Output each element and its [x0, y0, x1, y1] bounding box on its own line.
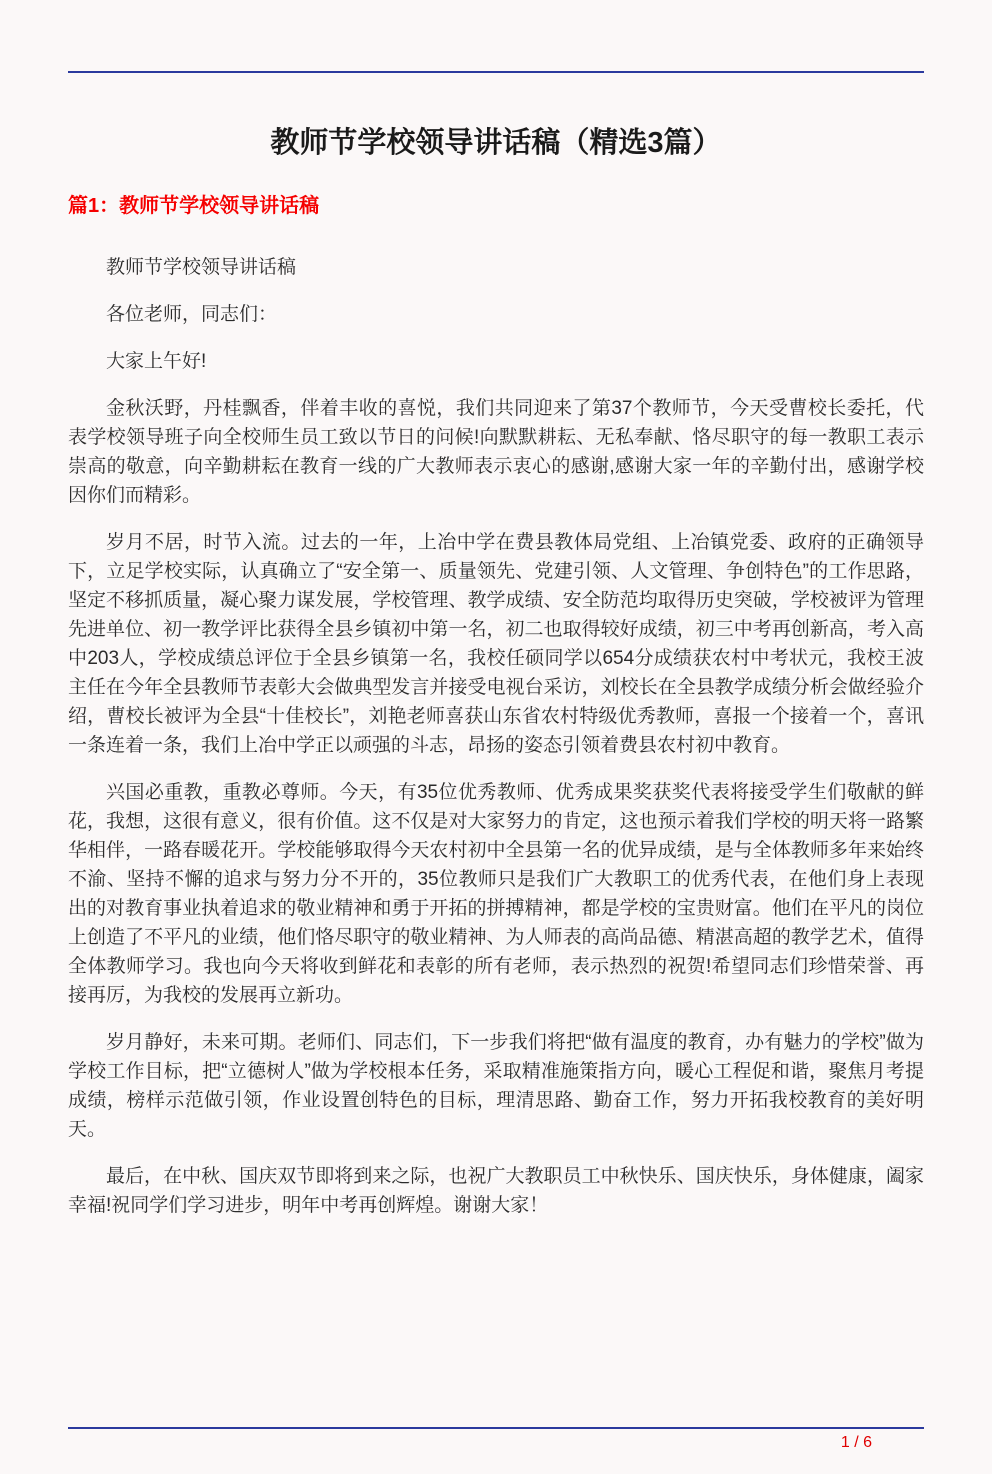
- document-title: 教师节学校领导讲话稿（精选3篇）: [270, 127, 722, 159]
- paragraph-body-4: 岁月静好，未来可期。老师们、同志们，下一步我们将把“做有温度的教育，办有魅力的学校”做为学校工作目标，把“立德树人”做为学校根本任务，采取精准施策指方向，暖心工程促和谐，聚焦月考提成绩，榜样示范做引领，作业设置创特色的目标，理清思路、勤奋工作，努力开拓我校教育的美好明天。: [68, 1032, 924, 1140]
- document-page: [0, 71, 992, 1220]
- page-number: 1 / 6: [840, 1434, 872, 1451]
- footer-rule: [68, 1427, 924, 1429]
- paragraph-body-3: 兴国必重教，重教必尊师。今天，有35位优秀教师、优秀成果奖获奖代表将接受学生们敬献的鲜花，我想，这很有意义，很有价值。这不仅是对大家努力的肯定，这也预示着我们学校的明天将一路繁华相伴，一路春暖花开。学校能够取得今天农村初中全县第一名的优异成绩，是与全体教师多年来始终不渝、坚持不懈的追求与努力分不开的，35位教师只是我们广大教职工的优秀代表，在他们身上表现出的对教育事业执着追求的敬业精神和勇于开拓的拼搏精神，都是学校的宝贵财富。他们在平凡的岗位上创造了不平凡的业绩，他们恪尽职守的敬业精神、为人师表的高尚品德、精湛高超的教学艺术，值得全体教师学习。我也向今天将收到鲜花和表彰的所有老师，表示热烈的祝贺!希望同志们珍惜荣誉、再接再厉，为我校的发展再立新功。: [68, 782, 924, 1006]
- paragraph-speech-title: 教师节学校领导讲话稿: [106, 257, 297, 278]
- paragraph-body-1: 金秋沃野，丹桂飘香，伴着丰收的喜悦，我们共同迎来了第37个教师节，今天受曹校长委托，代表学校领导班子向全校师生员工致以节日的问候!向默默耕耘、无私奉献、恪尽职守的每一教职工表示崇高的敬意，向辛勤耕耘在教育一线的广大教师表示衷心的感谢,感谢大家一年的辛勤付出，感谢学校因你们而精彩。: [68, 398, 924, 506]
- section-heading: 篇1：教师节学校领导讲话稿: [68, 195, 320, 217]
- paragraph-greeting: 大家上午好!: [106, 351, 207, 372]
- paragraph-salutation: 各位老师，同志们：: [106, 304, 278, 325]
- page-footer: [68, 1427, 924, 1474]
- header-rule: [68, 71, 924, 73]
- paragraph-closing: 最后，在中秋、国庆双节即将到来之际，也祝广大教职员工中秋快乐、国庆快乐，身体健康，阖家幸福!祝同学们学习进步，明年中考再创辉煌。谢谢大家！: [68, 1166, 924, 1216]
- paragraph-body-2: 岁月不居，时节入流。过去的一年，上冶中学在费县教体局党组、上冶镇党委、政府的正确领导下，立足学校实际，认真确立了“安全第一、质量领先、党建引领、人文管理、争创特色”的工作思路，坚定不移抓质量，凝心聚力谋发展，学校管理、教学成绩、安全防范均取得历史突破，学校被评为管理先进单位、初一教学评比获得全县乡镇初中第一名，初二也取得较好成绩，初三中考再创新高，考入高中203人，学校成绩总评位于全县乡镇第一名，我校任硕同学以654分成绩获农村中考状元，我校王波主任在今年全县教师节表彰大会做典型发言并接受电视台采访，刘校长在全县教学成绩分析会做经验介绍，曹校长被评为全县“十佳校长”，刘艳老师喜获山东省农村特级优秀教师，喜报一个接着一个，喜讯一条连着一条，我们上冶中学正以顽强的斗志，昂扬的姿态引领着费县农村初中教育。: [68, 532, 924, 756]
